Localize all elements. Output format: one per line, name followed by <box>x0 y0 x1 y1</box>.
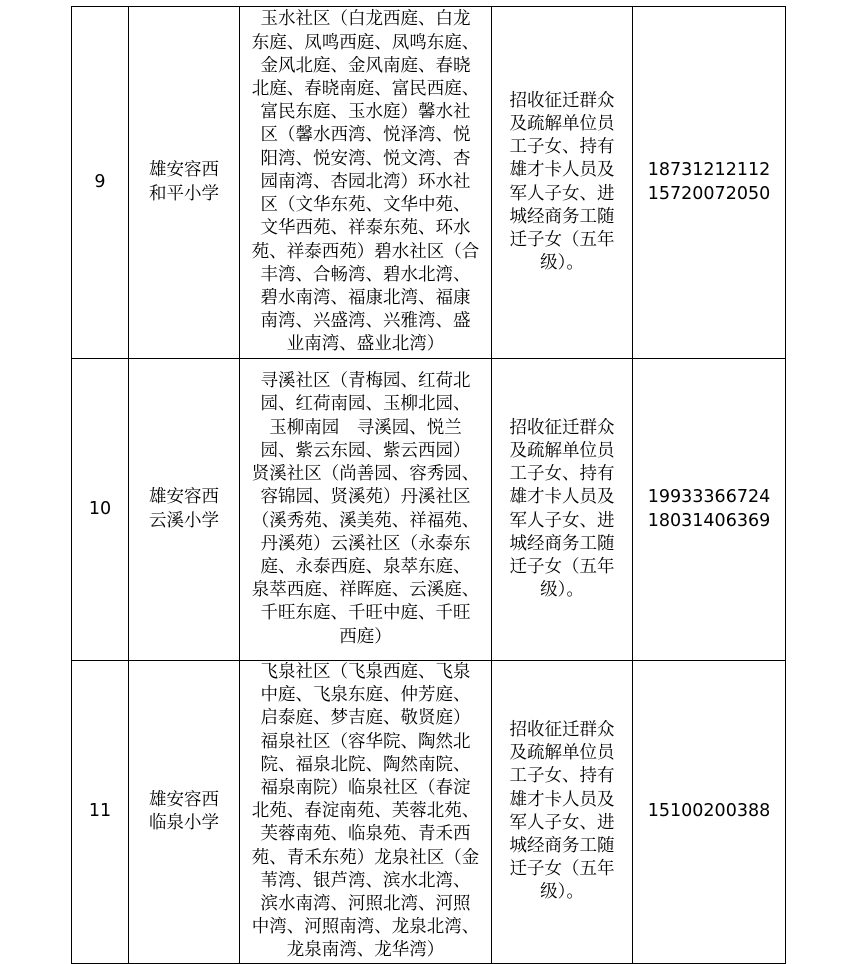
area-line: 福泉社区（容华院、陶然北 <box>260 731 471 752</box>
area-line: 北庭、春晓南庭、富民西庭、 <box>251 79 480 100</box>
eligibility-line: 招收征迁群众 <box>509 90 615 111</box>
eligibility-line: 级）。 <box>540 253 584 274</box>
area-line: 滨水南湾、河照北湾、河照 <box>260 894 471 915</box>
row-index: 10 <box>72 359 129 661</box>
eligibility-line: 雄才卡人员及 <box>509 160 615 181</box>
eligibility <box>492 7 633 359</box>
eligibility-line: 招收征迁群众 <box>509 720 615 740</box>
school-name <box>129 661 240 964</box>
school-name-line: 雄安容西 <box>149 487 219 508</box>
area-line: 苑、青禾东苑）龙泉社区（金 <box>251 847 480 868</box>
eligibility <box>492 661 633 964</box>
eligibility-line: 迁子女（五年 <box>509 556 615 577</box>
eligibility-line: 工子女、持有 <box>509 464 615 485</box>
area-line: 富民东庭、玉水庭）馨水社 <box>260 102 471 123</box>
school-name-line: 雄安容西 <box>149 789 219 810</box>
area-line: （溪秀苑、溪美苑、祥福苑、 <box>251 510 480 531</box>
eligibility-line: 雄才卡人员及 <box>509 487 615 508</box>
area-line: 龙泉南湾、龙华湾） <box>286 940 445 961</box>
area-line: 中庭、飞泉东庭、仲芳庭、 <box>260 685 471 706</box>
phone-number: 18731212112 <box>647 160 771 181</box>
contact-phone <box>633 7 786 359</box>
contact-phone <box>633 661 786 964</box>
phone-number: 15720072050 <box>647 183 771 204</box>
table-row <box>72 359 786 661</box>
phone-number: 19933366724 <box>647 487 771 508</box>
school-name <box>129 359 240 661</box>
eligibility-line: 迁子女（五年 <box>509 859 615 880</box>
area-line: 丹溪苑）云溪社区（永泰东 <box>260 533 471 554</box>
area-line: 园、红荷南园、玉柳北园、 <box>260 394 471 415</box>
area-line: 中湾、河照南湾、龙泉北湾、 <box>251 917 480 938</box>
area-line: 容锦园、贤溪苑）丹溪社区 <box>260 487 471 508</box>
area-line: 西庭） <box>339 626 392 647</box>
area-line: 福泉南院）临泉社区（春淀 <box>260 778 471 799</box>
service-area <box>240 7 492 359</box>
school-name-line: 和平小学 <box>149 183 219 204</box>
phone-number: 15100200388 <box>647 801 771 822</box>
eligibility-line: 城经商务工随 <box>509 836 615 857</box>
eligibility-line: 迁子女（五年 <box>509 229 615 250</box>
eligibility-line: 城经商务工随 <box>509 533 615 554</box>
eligibility-line: 军人子女、进 <box>509 812 615 833</box>
table-row <box>72 7 786 359</box>
row-index: 11 <box>72 661 129 964</box>
eligibility-line: 级）。 <box>540 580 584 601</box>
area-line: 飞泉社区（飞泉西庭、飞泉 <box>260 662 471 682</box>
area-line: 区（文华东苑、文华中苑、 <box>260 195 471 216</box>
area-line: 庭、永泰西庭、泉萃东庭、 <box>260 556 471 577</box>
area-line: 苑、祥泰西苑）碧水社区（合 <box>251 241 480 262</box>
eligibility-line: 及疏解单位员 <box>509 113 615 134</box>
area-line: 玉柳南园 寻溪园、悦兰 <box>269 417 462 438</box>
eligibility-line: 级）。 <box>540 882 584 903</box>
area-line: 业南湾、盛业北湾） <box>286 334 445 355</box>
eligibility-line: 及疏解单位员 <box>509 440 615 461</box>
area-line: 北苑、春淀南苑、芙蓉北苑、 <box>251 801 480 822</box>
service-area <box>240 359 492 661</box>
eligibility-line: 及疏解单位员 <box>509 743 615 764</box>
area-line: 南湾、兴盛湾、兴雅湾、盛 <box>260 311 471 332</box>
area-line: 文华西苑、祥泰东苑、环水 <box>260 218 471 239</box>
area-line: 东庭、凤鸣西庭、凤鸣东庭、 <box>251 32 480 53</box>
enrollment-table <box>71 6 786 964</box>
area-line: 苇湾、银芦湾、滨水北湾、 <box>260 870 471 891</box>
area-line: 园南湾、杏园北湾）环水社 <box>260 171 471 192</box>
area-line: 阳湾、悦安湾、悦文湾、杏 <box>260 148 471 169</box>
school-name-line: 临泉小学 <box>149 812 219 833</box>
contact-phone <box>633 359 786 661</box>
eligibility-line: 招收征迁群众 <box>509 417 615 438</box>
area-line: 碧水南湾、福康北湾、福康 <box>260 287 471 308</box>
area-line: 千旺东庭、千旺中庭、千旺 <box>260 603 471 624</box>
school-name-line: 雄安容西 <box>149 160 219 181</box>
area-line: 区（馨水西湾、悦泽湾、悦 <box>260 125 471 146</box>
eligibility <box>492 359 633 661</box>
area-line: 启泰庭、梦吉庭、敬贤庭） <box>260 708 471 729</box>
eligibility-line: 雄才卡人员及 <box>509 789 615 810</box>
area-line: 贤溪社区（尚善园、容秀园、 <box>251 464 480 485</box>
eligibility-line: 军人子女、进 <box>509 183 615 204</box>
table-row <box>72 661 786 964</box>
area-line: 金风北庭、金风南庭、春晓 <box>260 55 471 76</box>
eligibility-line: 军人子女、进 <box>509 510 615 531</box>
area-line: 寻溪社区（青梅园、红荷北 <box>260 371 471 392</box>
eligibility-line: 工子女、持有 <box>509 766 615 787</box>
area-line: 院、福泉北院、陶然南院、 <box>260 754 471 775</box>
area-line: 芙蓉南苑、临泉苑、青禾西 <box>260 824 471 845</box>
area-line: 园、紫云东园、紫云西园） <box>260 440 471 461</box>
school-name <box>129 7 240 359</box>
service-area <box>240 661 492 964</box>
phone-number: 18031406369 <box>647 510 771 531</box>
eligibility-line: 城经商务工随 <box>509 206 615 227</box>
eligibility-line: 工子女、持有 <box>509 137 615 158</box>
area-line: 泉萃西庭、祥晖庭、云溪庭、 <box>251 580 480 601</box>
area-line: 丰湾、合畅湾、碧水北湾、 <box>260 264 471 285</box>
school-name-line: 云溪小学 <box>149 510 219 531</box>
row-index: 9 <box>72 7 129 359</box>
area-line: 玉水社区（白龙西庭、白龙 <box>260 9 471 30</box>
